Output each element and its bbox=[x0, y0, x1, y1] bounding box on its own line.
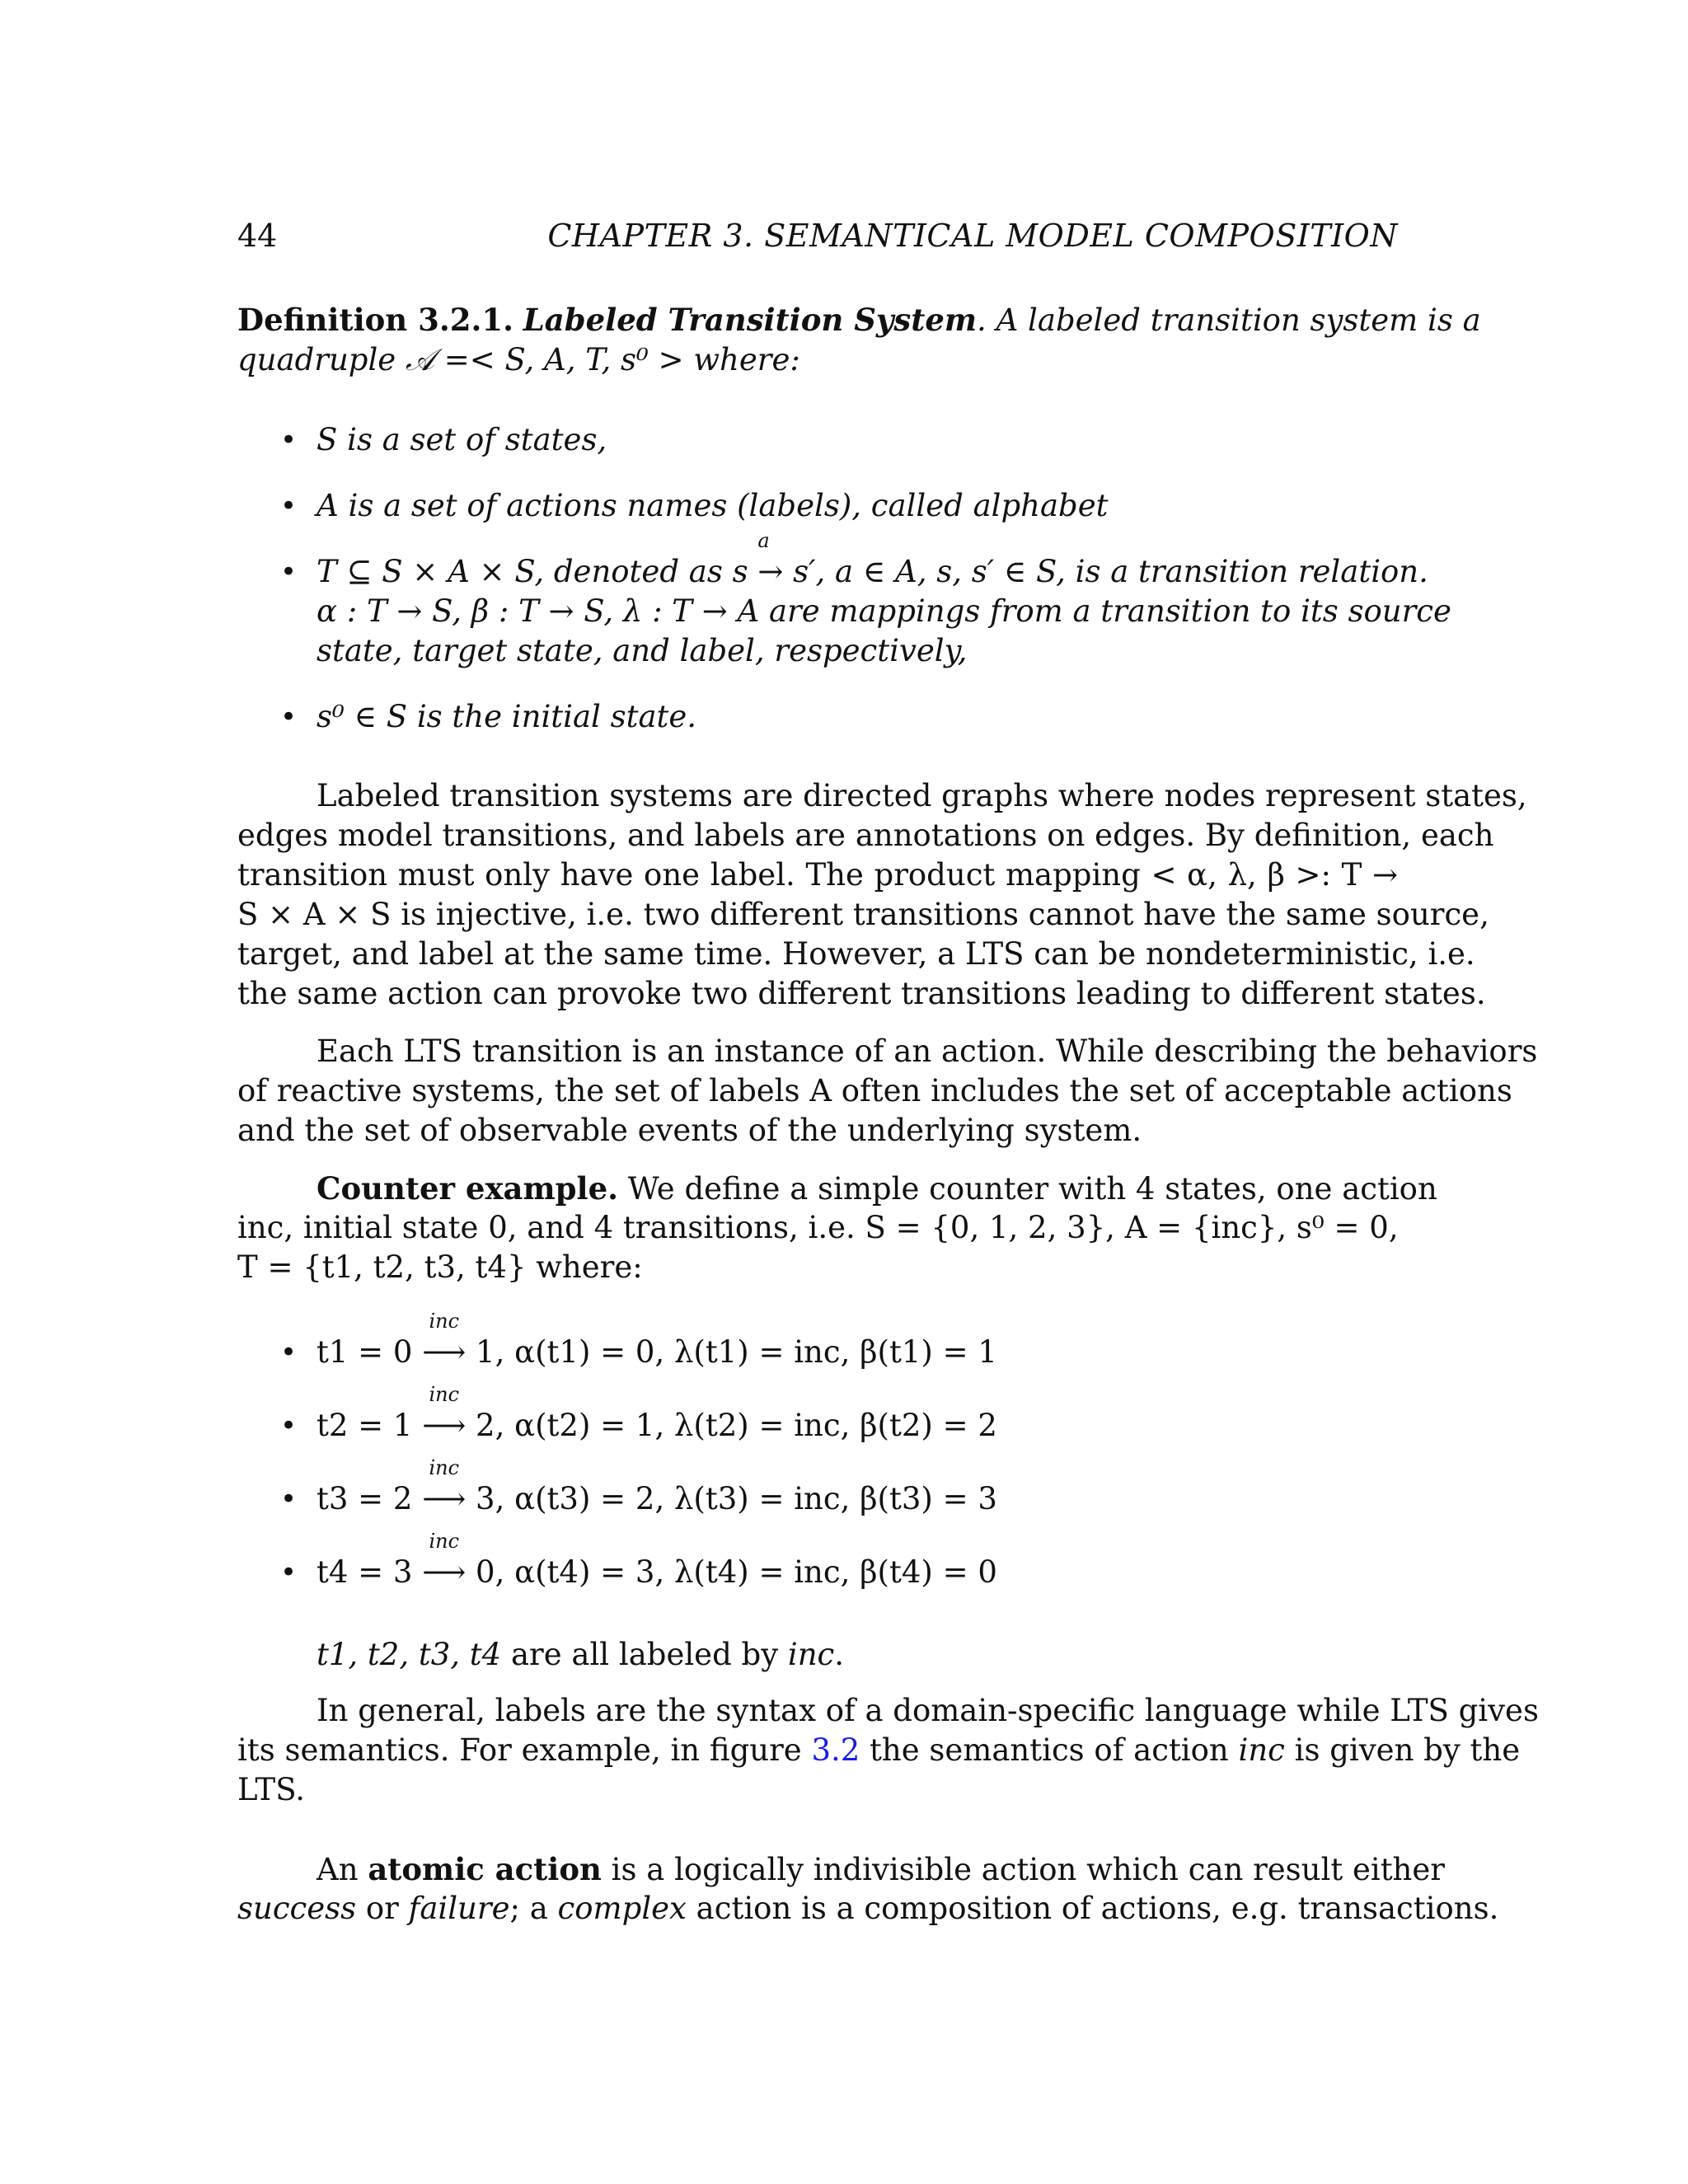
paragraph-line: success or failure; a complex action is a composition of actions, e.g. transactions. bbox=[237, 1891, 1499, 1926]
arrow-icon: ⟶ bbox=[422, 1554, 467, 1590]
running-header: CHAPTER 3. SEMANTICAL MODEL COMPOSITION bbox=[547, 218, 1398, 254]
transition-relation-text: T ⊆ S × A × S, denoted as s bbox=[316, 554, 748, 589]
atomic-action-term: atomic action bbox=[368, 1851, 602, 1887]
arrow-icon: ⟶ bbox=[422, 1481, 467, 1516]
definition-item: s⁰ ∈ S is the initial state. bbox=[316, 699, 697, 734]
paragraph-line: LTS. bbox=[237, 1772, 306, 1807]
paragraph-line: transition must only have one label. The product mapping < α, λ, β >: T → bbox=[237, 857, 1398, 893]
definition-item-continued: state, target state, and label, respectively, bbox=[316, 633, 968, 668]
arrow-label: a bbox=[757, 529, 770, 552]
labeled-arrow: inc ⟶ bbox=[422, 1530, 467, 1590]
definition-item: A is a set of actions names (labels), called alphabet bbox=[316, 488, 1109, 523]
counter-example-line-3: T = {t1, t2, t3, t4} where: bbox=[237, 1249, 643, 1285]
definition-item-continued: α : T → S, β : T → S, λ : T → A are mappings from a transition to its source bbox=[316, 593, 1451, 629]
counter-example-line-2: inc, initial state 0, and 4 transitions, i.e. S = {0, 1, 2, 3}, A = {inc}, s⁰ = 0, bbox=[237, 1210, 1399, 1245]
bullet-marker: • bbox=[280, 1409, 298, 1442]
arrow-icon: ⟶ bbox=[422, 1334, 467, 1370]
paragraph-line: An atomic action is a logically indivisible action which can result either bbox=[316, 1851, 1445, 1887]
paragraph-line: edges model transitions, and labels are annotations on edges. By definition, each bbox=[237, 818, 1494, 853]
paragraph-line: the same action can provoke two different transitions leading to different states. bbox=[237, 976, 1486, 1011]
paragraph-line: Labeled transition systems are directed graphs where nodes represent states, bbox=[316, 778, 1527, 813]
bullet-marker: • bbox=[280, 555, 298, 588]
page-number: 44 bbox=[237, 218, 278, 254]
bullet-marker: • bbox=[280, 490, 298, 523]
definition-item bbox=[316, 529, 1428, 592]
definition-item: S is a set of states, bbox=[316, 422, 607, 457]
bullet-marker: • bbox=[280, 701, 298, 733]
bullet-marker: • bbox=[280, 1556, 298, 1589]
labeled-arrow bbox=[757, 529, 784, 592]
labeled-arrow: inc ⟶ bbox=[422, 1456, 467, 1516]
transition-item: t2 = 1 inc ⟶ 2, α(t2) = 1, λ(t2) = inc, β(t2) = 2 bbox=[316, 1406, 1398, 1446]
transition-item: t3 = 2 inc ⟶ 3, α(t3) = 2, λ(t3) = inc, β(t3) = 3 bbox=[316, 1479, 1398, 1519]
figure-reference-link[interactable]: 3.2 bbox=[811, 1732, 860, 1768]
arrow-icon: → bbox=[757, 554, 784, 589]
paragraph-line: and the set of observable events of the underlying system. bbox=[237, 1113, 1142, 1148]
bullet-marker: • bbox=[280, 424, 298, 457]
transition-relation-rest: s′, a ∈ A, s, s′ ∈ S, is a transition relation. bbox=[783, 554, 1428, 589]
definition-line-1 bbox=[237, 300, 1481, 340]
definition-term: Labeled Transition System bbox=[523, 302, 978, 338]
arrow-icon: ⟶ bbox=[422, 1408, 467, 1443]
definition-line-2: quadruple 𝒜 =< S, A, T, s⁰ > where: bbox=[237, 342, 800, 377]
paragraph-line: target, and label at the same time. However, a LTS can be nondeterministic, i.e. bbox=[237, 936, 1475, 972]
paragraph-line: S × A × S is injective, i.e. two different transitions cannot have the same source, bbox=[237, 897, 1489, 932]
paragraph-line: its semantics. For example, in figure 3.2 the semantics of action inc is given by the bbox=[237, 1732, 1521, 1768]
labeled-arrow: inc ⟶ bbox=[422, 1310, 467, 1370]
labeled-arrow: inc ⟶ bbox=[422, 1383, 467, 1443]
bullet-marker: • bbox=[280, 1336, 298, 1369]
transition-summary: t1, t2, t3, t4 are all labeled by inc. bbox=[316, 1637, 845, 1672]
counter-example-heading: Counter example. bbox=[316, 1170, 619, 1207]
paragraph-line: of reactive systems, the set of labels A often includes the set of acceptable actions bbox=[237, 1073, 1512, 1108]
transition-item: t1 = 0 inc ⟶ 1, α(t1) = 0, λ(t1) = inc, β(t1) = 1 bbox=[316, 1333, 1398, 1372]
definition-intro: . A labeled transition system is a bbox=[977, 302, 1481, 338]
paragraph-line: In general, labels are the syntax of a domain-specific language while LTS gives bbox=[316, 1693, 1539, 1728]
bullet-marker: • bbox=[280, 1483, 298, 1516]
definition-label: Definition 3.2.1. bbox=[237, 302, 513, 338]
counter-example-line-1: Counter example. We define a simple counter with 4 states, one action bbox=[316, 1170, 1437, 1207]
transition-item: t4 = 3 inc ⟶ 0, α(t4) = 3, λ(t4) = inc, β(t4) = 0 bbox=[316, 1553, 1398, 1592]
paragraph-line: Each LTS transition is an instance of an action. While describing the behaviors bbox=[316, 1033, 1538, 1069]
